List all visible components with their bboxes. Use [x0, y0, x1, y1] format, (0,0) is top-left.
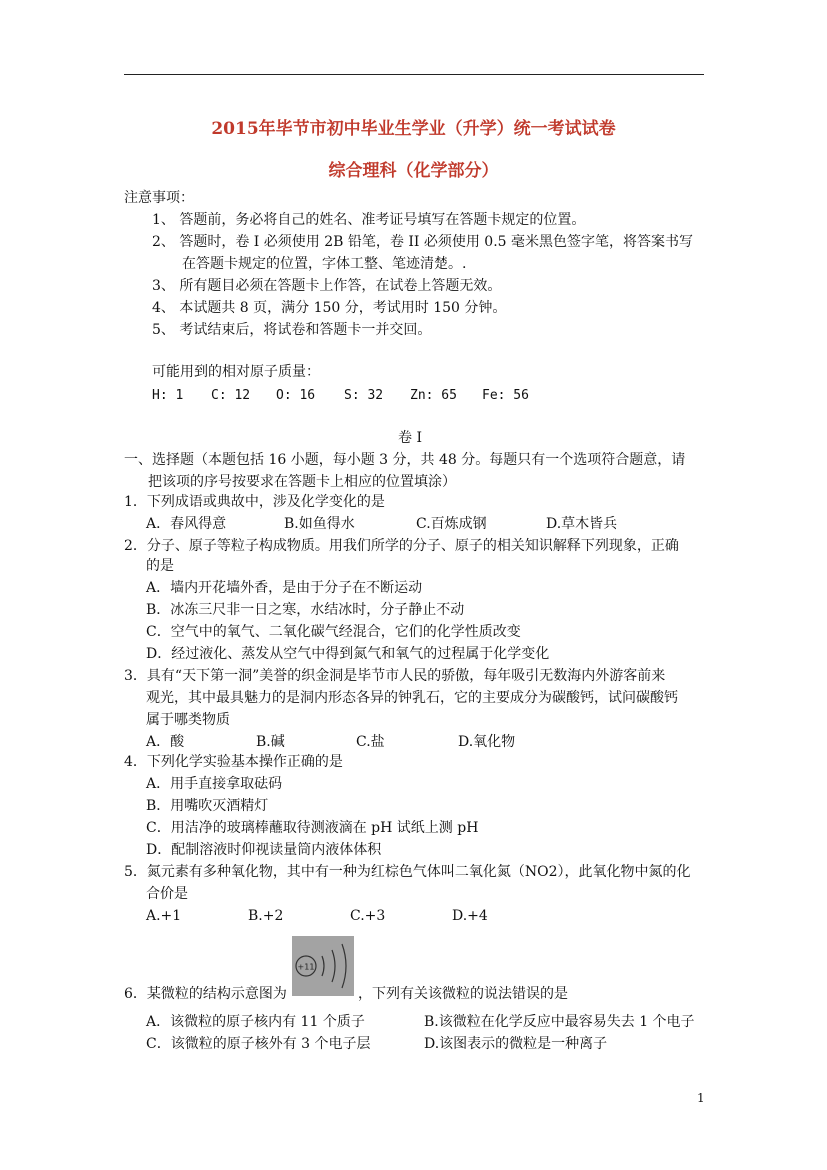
question-stem: 1．下列成语或典故中，涉及化学变化的是: [124, 494, 385, 510]
notice-item: 1、 答题前，务必将自己的姓名、准考证号填写在答题卡规定的位置。: [152, 212, 586, 228]
question-stem: ，下列有关该微粒的说法错误的是: [358, 986, 568, 1002]
question-stem: 6．某微粒的结构示意图为: [124, 986, 287, 1002]
page-title: 2015年毕节市初中毕业生学业（升学）统一考试试卷: [211, 119, 616, 139]
atomic-mass-heading: 可能用到的相对原子质量：: [152, 364, 320, 380]
question-stem: 合价是: [146, 886, 188, 902]
option: A．用手直接拿取砝码: [146, 776, 283, 792]
option: A．该微粒的原子核内有 11 个质子: [146, 1014, 365, 1030]
option: B.该微粒在化学反应中最容易失去 1 个电子: [424, 1014, 695, 1030]
option: B．冰冻三尺非一日之寒，水结冰时，分子静止不动: [146, 602, 465, 618]
page-subtitle: 综合理科（化学部分）: [328, 161, 499, 181]
option: D.氧化物: [458, 734, 516, 750]
question-stem: 4．下列化学实验基本操作正确的是: [124, 754, 343, 770]
option: C．空气中的氧气、二氧化碳气经混合，它们的化学性质改变: [146, 624, 521, 640]
option: B.碱: [256, 734, 285, 750]
section-label: 卷 I: [398, 430, 422, 446]
question-stem: 的是: [146, 558, 174, 574]
option: D.草木皆兵: [546, 516, 618, 532]
option: A．酸: [146, 734, 185, 750]
question-stem: 5．氮元素有多种氧化物，其中有一种为红棕色气体叫二氧化氮（NO2），此氧化物中氮的化: [124, 864, 691, 880]
option: D．配制溶液时仰视读量筒内液体体积: [146, 842, 382, 858]
option: C．该微粒的原子核外有 3 个电子层: [146, 1036, 371, 1052]
notice-item: 2、 答题时，卷 I 必须使用 2B 铅笔，卷 II 必须使用 0.5 毫米黑色签字笔，将答案书写: [152, 234, 694, 250]
atomic-mass-s: S: 32: [344, 388, 384, 403]
option: C.百炼成钢: [416, 516, 487, 532]
notice-item: 5、 考试结束后，将试卷和答题卡一并交回。: [152, 322, 432, 338]
question-stem: 3．具有“天下第一洞”美誉的织金洞是毕节市人民的骄傲，每年吸引无数海内外游客前来: [124, 668, 666, 684]
option: A.+1: [146, 908, 182, 924]
header-rule: [124, 74, 704, 75]
notice-item: 在答题卡规定的位置，字体工整、笔迹清楚。.: [182, 256, 467, 272]
question-stem: 2．分子、原子等粒子构成物质。用我们所学的分子、原子的相关知识解释下列现象，正确: [124, 538, 679, 554]
atomic-mass-zn: Zn: 65: [410, 388, 457, 403]
question-stem: 属于哪类物质: [146, 712, 230, 728]
option: D.+4: [452, 908, 488, 924]
atomic-mass-fe: Fe: 56: [482, 388, 529, 403]
atomic-mass-c: C: 12: [211, 388, 251, 403]
nucleus-label: +11: [297, 962, 315, 972]
option: C.+3: [350, 908, 386, 924]
option: C.盐: [356, 734, 385, 750]
notice-item: 4、 本试题共 8 页，满分 150 分，考试用时 150 分钟。: [152, 300, 507, 316]
option: B.+2: [248, 908, 284, 924]
option: A．墙内开花墙外香，是由于分子在不断运动: [146, 580, 423, 596]
option: B．用嘴吹灭酒精灯: [146, 798, 269, 814]
section-intro: 把该项的序号按要求在答题卡上相应的位置填涂）: [148, 474, 456, 490]
notice-heading: 注意事项：: [124, 190, 194, 206]
section-intro: 一、选择题（本题包括 16 小题，每小题 3 分，共 48 分。每题只有一个选项符合题意，请: [124, 452, 686, 468]
option: D.该图表示的微粒是一种离子: [424, 1036, 608, 1052]
atomic-mass-h: H: 1: [152, 388, 184, 403]
atom-structure-figure: [292, 936, 354, 996]
question-stem: 观光，其中最具魅力的是洞内形态各异的钟乳石，它的主要成分为碳酸钙，试问碳酸钙: [146, 690, 678, 706]
option: D．经过液化、蒸发从空气中得到氮气和氧气的过程属于化学变化: [146, 646, 550, 662]
option: B.如鱼得水: [284, 516, 355, 532]
notice-item: 3、 所有题目必须在答题卡上作答，在试卷上答题无效。: [152, 278, 502, 294]
option: C．用洁净的玻璃棒蘸取待测液滴在 pH 试纸上测 pH: [146, 820, 479, 836]
option: A．春风得意: [146, 516, 227, 532]
page-number: 1: [697, 1091, 705, 1105]
atomic-mass-o: O: 16: [276, 388, 316, 403]
